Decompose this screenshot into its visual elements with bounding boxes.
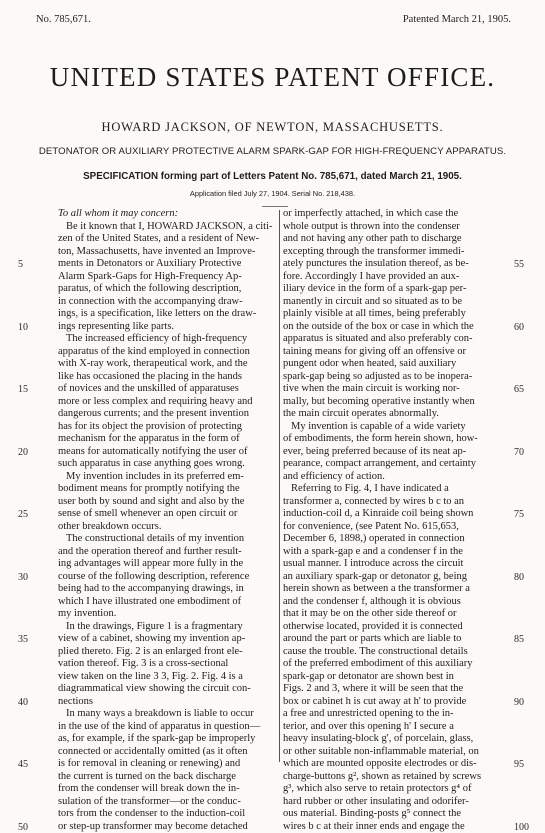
text-line: ever, being preferred because of its neat ap- — [283, 446, 503, 459]
text-line: user both by sound and sight and also by the — [58, 496, 278, 509]
text-line: Alarm Spark-Gaps for High-Frequency Ap- — [58, 271, 278, 284]
text-line: more or less complex and requiring heavy and — [58, 396, 278, 409]
text-line: view taken on the line 3 3, Fig. 2. Fig. 4 is a — [58, 671, 278, 684]
text-line: iliary device in the form of a spark-gap per- — [283, 283, 503, 296]
text-line: other breakdown occurs. — [58, 521, 278, 534]
text-line: terior, and over this opening h' I secure a — [283, 721, 503, 734]
text-line: wires b c at their inner ends and engage the — [283, 821, 503, 833]
text-line: g³, which also serve to retain protectors g⁴ of — [283, 783, 503, 796]
text-line: and efficiency of action. — [283, 471, 503, 484]
patent-number: No. 785,671. — [36, 14, 91, 25]
header-rule — [262, 206, 288, 207]
text-line: The constructional details of my invention — [58, 533, 278, 546]
line-number: 100 — [514, 822, 529, 833]
text-line: otherwise located, provided it is connected — [283, 621, 503, 634]
text-line: ing advantages will appear more fully in the — [58, 558, 278, 571]
text-line: ments in Detonators or Auxiliary Protective — [58, 258, 278, 271]
text-line: plainly visible at all times, being preferably — [283, 308, 503, 321]
text-line: means for automatically notifying the user of — [58, 446, 278, 459]
left-text-column — [58, 208, 278, 833]
text-line: taining means for giving off an offensive or — [283, 346, 503, 359]
text-line: heavy insulating-block g', of porcelain, glass, — [283, 733, 503, 746]
text-line: herein shown as between a the transformer a — [283, 583, 503, 596]
text-line: Figs. 2 and 3, where it will be seen that the — [283, 683, 503, 696]
text-line: induction-coil d, a Kinraide coil being shown — [283, 508, 503, 521]
text-line: apparatus is situated and also preferably con- — [283, 333, 503, 346]
text-line: In many ways a breakdown is liable to occur — [58, 708, 278, 721]
text-line: my invention. — [58, 608, 278, 621]
line-number: 20 — [18, 447, 28, 458]
text-line: sense of smell whenever an open circuit or — [58, 508, 278, 521]
line-number: 30 — [18, 572, 28, 583]
line-number: 85 — [514, 634, 524, 645]
text-line: like has occasioned the placing in the hands — [58, 371, 278, 384]
line-number: 90 — [514, 697, 524, 708]
text-line: sulation of the transformer—or the conduc- — [58, 796, 278, 809]
text-line: of embodiments, the form herein shown, how- — [283, 433, 503, 446]
text-line: ately punctures the insulation thereof, as be- — [283, 258, 503, 271]
text-line: or step-up transformer may become detached — [58, 821, 278, 833]
text-line: ings representing like parts. — [58, 321, 278, 334]
text-line: zen of the United States, and a resident of New- — [58, 233, 278, 246]
text-line: vation thereof. Fig. 3 is a cross-sectional — [58, 658, 278, 671]
text-line: spark-gap or detonator are shown best in — [283, 671, 503, 684]
text-line: tive when the main circuit is working nor- — [283, 383, 503, 396]
text-line: of the preferred embodiment of this auxiliary — [283, 658, 503, 671]
text-line: transformer a, connected by wires b c to an — [283, 496, 503, 509]
line-number: 15 — [18, 384, 28, 395]
text-line: the current is turned on the back discharge — [58, 771, 278, 784]
line-number: 60 — [514, 322, 524, 333]
line-number: 10 — [18, 322, 28, 333]
text-line: from the condenser will break down the in- — [58, 783, 278, 796]
text-line: To all whom it may concern: — [58, 208, 278, 221]
text-line: around the part or parts which are liable to — [283, 633, 503, 646]
text-line: My invention is capable of a wide variety — [283, 421, 503, 434]
text-line: pungent odor when heated, said auxiliary — [283, 358, 503, 371]
line-number: 50 — [18, 822, 28, 833]
text-line: the main circuit operates abnormally. — [283, 408, 503, 421]
text-line: ings, is a specification, like letters on the draw- — [58, 308, 278, 321]
text-line: an auxiliary spark-gap or detonator g, being — [283, 571, 503, 584]
text-line: My invention includes in its preferred em- — [58, 471, 278, 484]
line-number: 55 — [514, 259, 524, 270]
text-line: diagrammatical view showing the circuit con- — [58, 683, 278, 696]
text-line: dangerous currents; and the present invention — [58, 408, 278, 421]
line-number: 35 — [18, 634, 28, 645]
text-line: view of a cabinet, showing my invention ap- — [58, 633, 278, 646]
text-line: Be it known that I, HOWARD JACKSON, a citi- — [58, 221, 278, 234]
text-line: mally, but becoming operative instantly when — [283, 396, 503, 409]
text-line: paratus, of which the following description, — [58, 283, 278, 296]
text-line: December 6, 1898,) operated in connection — [283, 533, 503, 546]
text-line: being had to the accompanying drawings, in — [58, 583, 278, 596]
text-line: as, for example, if the spark-gap be improperly — [58, 733, 278, 746]
application-line: Application filed July 27, 1904. Serial No. 218,438. — [0, 189, 545, 198]
text-line: box or cabinet h is cut away at h' to provide — [283, 696, 503, 709]
text-line: has for its object the provision of protecting — [58, 421, 278, 434]
text-line: course of the following description, reference — [58, 571, 278, 584]
line-number: 45 — [18, 759, 28, 770]
text-line: with a spark-gap e and a condenser f in the — [283, 546, 503, 559]
text-line: such apparatus in case anything goes wrong. — [58, 458, 278, 471]
column-divider — [279, 210, 280, 762]
text-line: on the outside of the box or case in which the — [283, 321, 503, 334]
line-number: 80 — [514, 572, 524, 583]
line-number: 95 — [514, 759, 524, 770]
line-number: 75 — [514, 509, 524, 520]
text-line: plied thereto. Fig. 2 is an enlarged front ele- — [58, 646, 278, 659]
text-line: connected or accidentally omitted (as it often — [58, 746, 278, 759]
text-line: Referring to Fig. 4, I have indicated a — [283, 483, 503, 496]
text-line: and the condenser f, although it is obvious — [283, 596, 503, 609]
text-line: which are mounted opposite electrodes or dis- — [283, 758, 503, 771]
text-line: of novices and the unskilled of apparatuses — [58, 383, 278, 396]
text-line: tors from the condenser to the induction-coil — [58, 808, 278, 821]
text-line: mechanism for the apparatus in the form of — [58, 433, 278, 446]
text-line: for convenience, (see Patent No. 615,653, — [283, 521, 503, 534]
text-line: charge-buttons g², shown as retained by screws — [283, 771, 503, 784]
right-text-column — [283, 208, 503, 833]
text-line: cause the trouble. The constructional details — [283, 646, 503, 659]
text-line: usual manner. I introduce across the circuit — [283, 558, 503, 571]
text-line: and the operation thereof and further result- — [58, 546, 278, 559]
text-line: bodiment means for promptly notifying the — [58, 483, 278, 496]
text-line: fore. Accordingly I have provided an aux- — [283, 271, 503, 284]
text-line: ton, Massachusetts, have invented an Improve- — [58, 246, 278, 259]
text-line: In the drawings, Figure 1 is a fragmentary — [58, 621, 278, 634]
patented-date: Patented March 21, 1905. — [403, 14, 511, 25]
text-line: with X-ray work, therapeutical work, and the — [58, 358, 278, 371]
text-line: manently in circuit and so situated as to be — [283, 296, 503, 309]
text-line: is for removal in cleaning or renewing) and — [58, 758, 278, 771]
line-number: 40 — [18, 697, 28, 708]
text-line: a free and unrestricted opening to the in- — [283, 708, 503, 721]
line-number: 5 — [18, 259, 23, 270]
text-line: in connection with the accompanying draw- — [58, 296, 278, 309]
invention-subject: DETONATOR OR AUXILIARY PROTECTIVE ALARM SPARK-GAP FOR HIGH-FREQUENCY APPARATUS. — [0, 146, 545, 157]
text-line: The increased efficiency of high-frequency — [58, 333, 278, 346]
specification-line: SPECIFICATION forming part of Letters Patent No. 785,671, dated March 21, 1905. — [0, 171, 545, 182]
line-number: 70 — [514, 447, 524, 458]
inventor-line: HOWARD JACKSON, OF NEWTON, MASSACHUSETTS. — [0, 120, 545, 135]
text-line: ous material. Binding-posts g⁵ connect the — [283, 808, 503, 821]
text-line: and not having any other path to discharge — [283, 233, 503, 246]
text-line: spark-gap being so adjusted as to be inopera- — [283, 371, 503, 384]
text-line: excepting through the transformer immedi- — [283, 246, 503, 259]
text-line: or imperfectly attached, in which case the — [283, 208, 503, 221]
text-line: whole output is thrown into the condenser — [283, 221, 503, 234]
text-line: pearance, compact arrangement, and certainty — [283, 458, 503, 471]
office-title: UNITED STATES PATENT OFFICE. — [0, 62, 545, 93]
text-line: hard rubber or other insulating and odorifer- — [283, 796, 503, 809]
text-line: that it may be on the other side thereof or — [283, 608, 503, 621]
text-line: which I have illustrated one embodiment of — [58, 596, 278, 609]
text-line: in the use of the kind of apparatus in question— — [58, 721, 278, 734]
line-number: 25 — [18, 509, 28, 520]
text-line: nections — [58, 696, 278, 709]
line-number: 65 — [514, 384, 524, 395]
text-line: apparatus of the kind employed in connection — [58, 346, 278, 359]
text-line: or other suitable non-inflammable material, on — [283, 746, 503, 759]
